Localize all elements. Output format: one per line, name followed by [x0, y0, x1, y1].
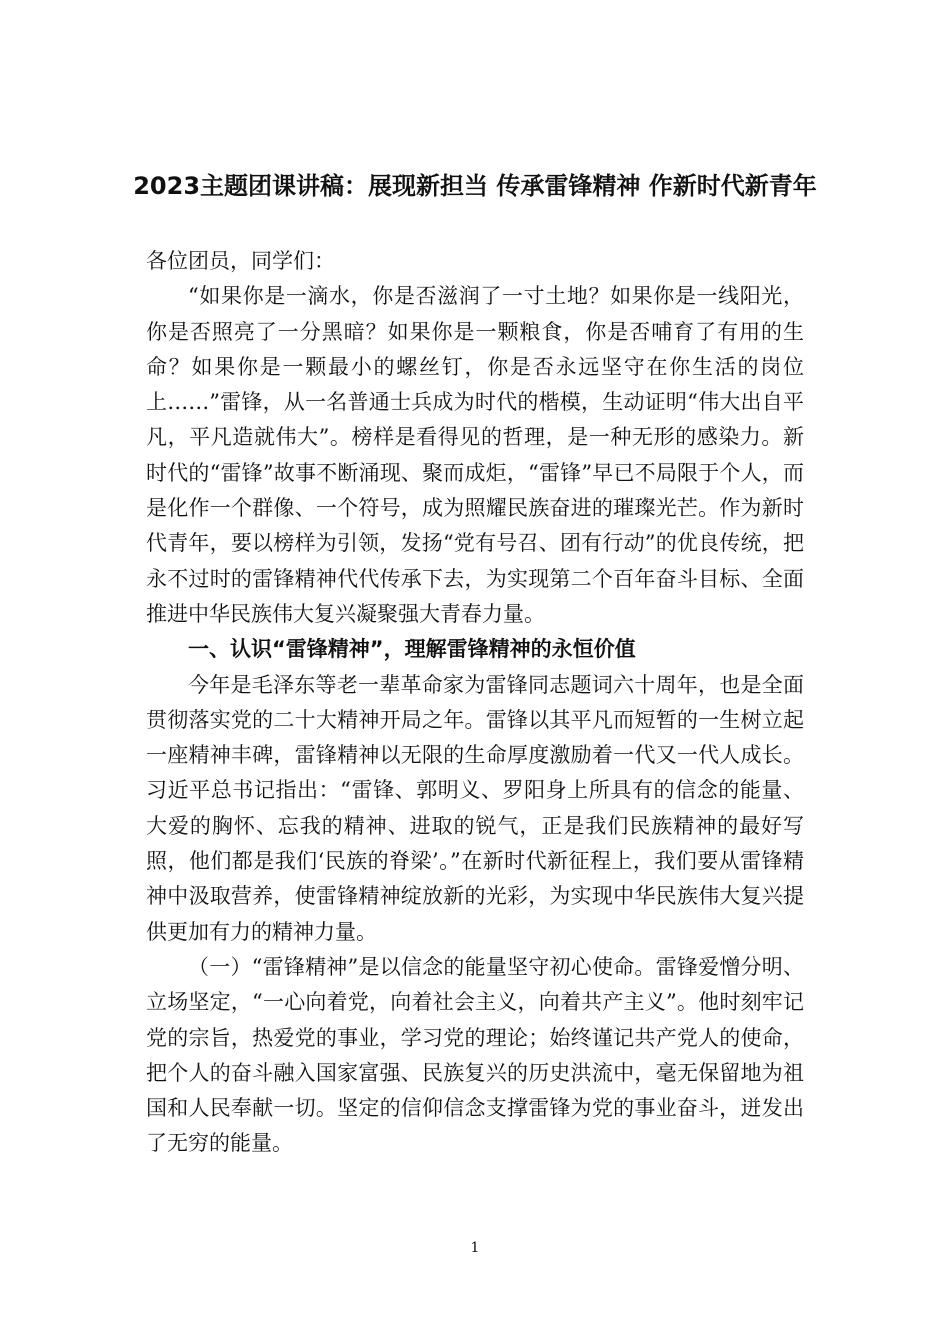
salutation: 各位团员，同学们： [146, 249, 335, 273]
section-heading: 一、认识“雷锋精神”，理解雷锋精神的永恒价值 [188, 637, 636, 662]
document-title: 2023主题团课讲稿：展现新担当 传承雷锋精神 作新时代新青年 [133, 172, 817, 200]
document-body [146, 244, 804, 1162]
intro-paragraph: “如果你是一滴水，你是否滋润了一寸土地？如果你是一线阳光，你是否照亮了一分黑暗？如果你是一颗粮食，你是否哺育了有用的生命？如果你是一颗最小的螺丝钉，你是否永远坚守在你生活的岗位上……”雷锋，从一名普通士兵成为时代的楷模，生动证明“伟大出自平凡，平凡造就伟大”。榜样是看得见的哲理，是一种无形的感染力。新时代的“雷锋”故事不断涌现、聚而成炬，“雷锋”早已不局限于个人，而是化作一个群像、一个符号，成为照耀民族奋进的璀璨光芒。作为新时代青年，要以榜样为引领，发扬“党有号召、团有行动”的优良传统，把永不过时的雷锋精神代代传承下去，为实现第二个百年奋斗目标、全面推进中华民族伟大复兴凝聚强大青春力量。 [146, 284, 804, 626]
section-paragraph-2: （一）“雷锋精神”是以信念的能量坚守初心使命。雷锋爱憎分明、立场坚定，“一心向着党，向着社会主义，向着共产主义”。他时刻牢记党的宗旨，热爱党的事业，学习党的理论；始终谨记共产党人的使命，把个人的奋斗融入国家富强、民族复兴的历史洪流中，毫无保留地为祖国和人民奉献一切。坚定的信仰信念支撑雷锋为党的事业奋斗，迸发出了无穷的能量。 [146, 954, 804, 1156]
section-paragraph-1: 今年是毛泽东等老一辈革命家为雷锋同志题词六十周年，也是全面贯彻落实党的二十大精神开局之年。雷锋以其平凡而短暂的一生树立起一座精神丰碑，雷锋精神以无限的生命厚度激励着一代又一代人成长。习近平总书记指出：“雷锋、郭明义、罗阳身上所具有的信念的能量、大爱的胸怀、忘我的精神、进取的锐气，正是我们民族精神的最好写照，他们都是我们‘民族的脊梁’。”在新时代新征程上，我们要从雷锋精神中汲取营养，使雷锋精神绽放新的光彩，为实现中华民族伟大复兴提供更加有力的精神力量。 [146, 672, 804, 944]
page-number: 1 [470, 1240, 480, 1256]
